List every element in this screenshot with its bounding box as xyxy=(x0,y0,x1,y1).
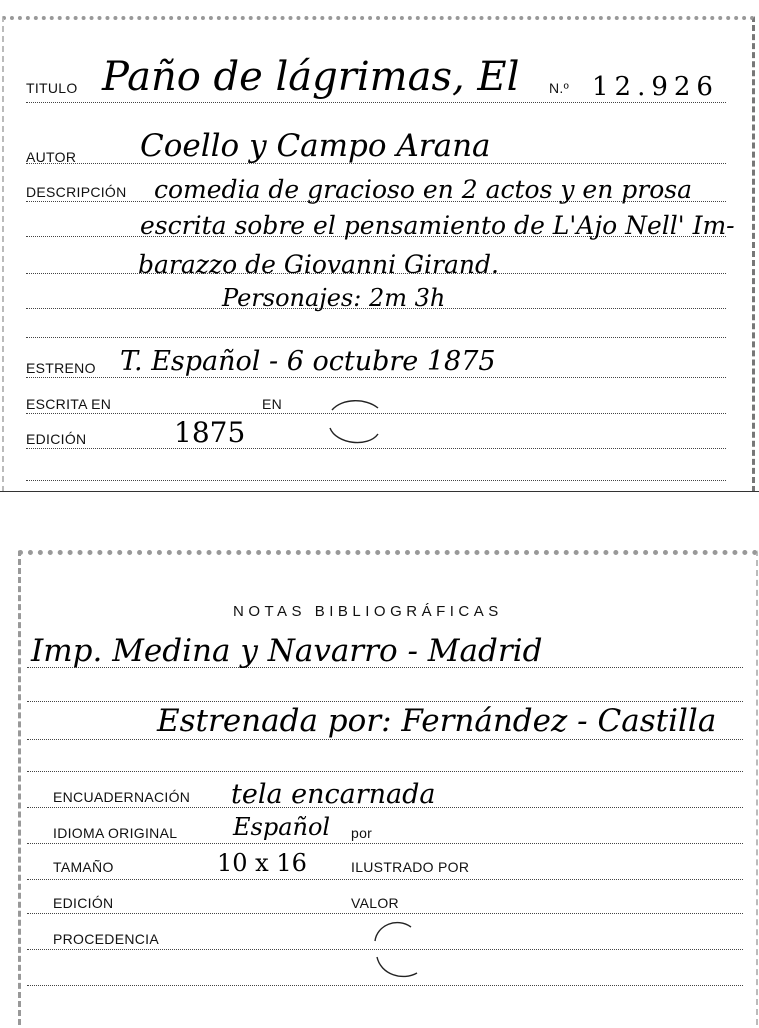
rule-line xyxy=(27,739,743,740)
rule-line xyxy=(27,843,743,844)
encuadernacion-label: ENCUADERNACIÓN xyxy=(53,789,191,805)
rule-line xyxy=(27,771,743,772)
descripcion-line-3: barazzo de Giovanni Girand. xyxy=(138,250,499,279)
catalog-card-front xyxy=(2,16,755,492)
catalog-card-back xyxy=(18,550,758,1025)
estreno-value: T. Español - 6 octubre 1875 xyxy=(120,346,496,377)
idioma-original-label: IDIOMA ORIGINAL xyxy=(53,825,178,841)
stamp-mark-2 xyxy=(367,917,427,983)
descripcion-label: DESCRIPCIÓN xyxy=(26,184,127,200)
numero-value: 12.926 xyxy=(592,72,719,102)
titulo-label: TITULO xyxy=(26,80,78,96)
descripcion-line-4: Personajes: 2m 3h xyxy=(222,284,446,312)
escrita-en-label: ESCRITA EN xyxy=(26,396,112,412)
rule-line xyxy=(26,102,726,103)
titulo-value: Paño de lágrimas, El xyxy=(102,54,520,100)
note-line-2: Estrenada por: Fernández - Castilla xyxy=(157,703,717,739)
procedencia-label: PROCEDENCIA xyxy=(53,931,159,947)
rule-line xyxy=(26,480,726,481)
tamano-label: TAMAÑO xyxy=(53,859,114,875)
descripcion-line-2: escrita sobre el pensamiento de L'Ajo Nell' Im- xyxy=(140,211,735,240)
valor-label: VALOR xyxy=(351,895,399,911)
ilustrado-por-label: ILUSTRADO POR xyxy=(351,859,470,875)
card-divider xyxy=(0,491,759,492)
por-label: por xyxy=(351,825,373,841)
estreno-label: ESTRENO xyxy=(26,360,96,376)
edicion-label: EDICIÓN xyxy=(26,431,87,447)
rule-line xyxy=(26,377,726,378)
en-label: EN xyxy=(262,396,283,412)
autor-label: AUTOR xyxy=(26,149,77,165)
idioma-original-value: Español xyxy=(233,813,331,841)
autor-value: Coello y Campo Arana xyxy=(140,128,491,164)
encuadernacion-value: tela encarnada xyxy=(231,779,436,810)
tamano-value: 10 x 16 xyxy=(217,849,307,877)
stamp-mark xyxy=(322,392,386,452)
rule-line xyxy=(27,913,743,914)
edicion-label-2: EDICIÓN xyxy=(53,895,114,911)
rule-line xyxy=(27,701,743,702)
notas-bibliograficas-caption: NOTAS BIBLIOGRÁFICAS xyxy=(233,603,503,620)
rule-line xyxy=(27,879,743,880)
rule-line xyxy=(26,337,726,338)
edicion-value: 1875 xyxy=(174,416,246,449)
numero-label: N.º xyxy=(549,80,570,96)
note-line-1: Imp. Medina y Navarro - Madrid xyxy=(31,633,543,669)
rule-line xyxy=(27,985,743,986)
descripcion-line-1: comedia de gracioso en 2 actos y en prosa xyxy=(154,175,693,204)
